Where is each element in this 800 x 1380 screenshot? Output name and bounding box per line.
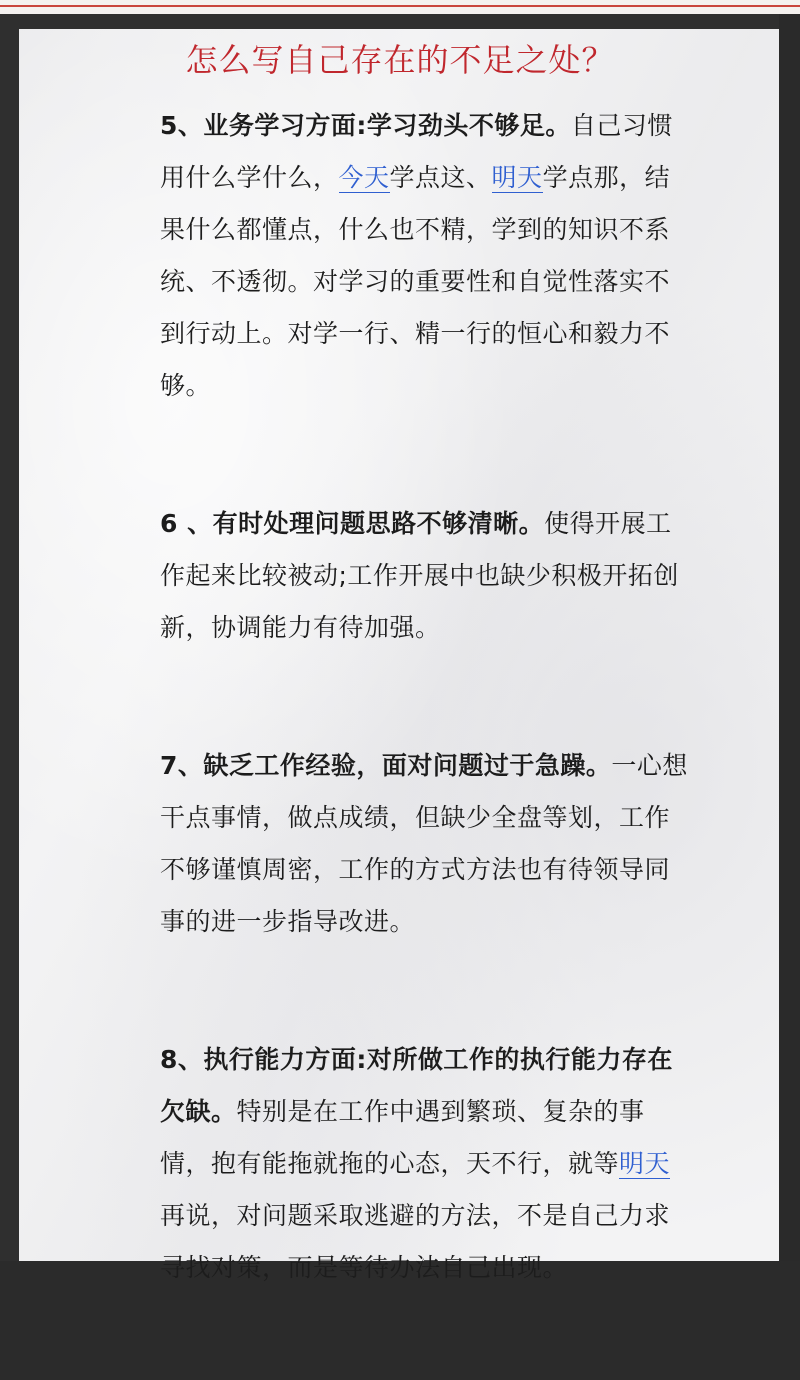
- paragraph-8-heading: 8、执行能力方面:对所做工作的执行能力存在欠缺。: [160, 1045, 673, 1126]
- paragraph-6-text: 使得开展工作起来比较被动;工作开展中也缺少积极开拓创新，协调能力有待加强。: [160, 509, 679, 642]
- top-red-line: [0, 5, 800, 7]
- paragraph-7: [160, 740, 690, 948]
- paragraph-6-heading: 6 、有时处理问题思路不够清晰。: [160, 509, 545, 538]
- paragraph-6: [160, 498, 690, 654]
- page-title: 怎么写自己存在的不足之处？: [185, 41, 615, 79]
- link-tomorrow-2[interactable]: 明天: [619, 1149, 671, 1178]
- paragraph-5-heading: 5、业务学习方面:学习劲头不够足。: [160, 111, 571, 140]
- paragraph-5-text-a: 自己习惯用什么学什么，: [160, 111, 673, 192]
- paragraph-5: [160, 100, 690, 412]
- paragraph-8-text-a: 特别是在工作中遇到繁琐、复杂的事情，抱有能拖就拖的心态，天不行，就等: [160, 1097, 645, 1178]
- paragraph-8: [160, 1034, 690, 1294]
- link-today[interactable]: 今天: [338, 163, 390, 192]
- paragraph-5-text-b: 学点这、: [389, 163, 492, 192]
- article-body: [160, 100, 690, 1380]
- top-strip: [0, 0, 800, 14]
- right-frame-edge: [779, 14, 800, 1261]
- paragraph-8-text-b: 再说，对问题采取逃避的方法，不是自己力求寻找对策，而是等待办法自己出现。: [160, 1201, 671, 1282]
- paragraph-5-text-c: 学点那，结果什么都懂点，什么也不精，学到的知识不系统、不透彻。对学习的重要性和自觉性落实不到行动上。对学一行、精一行的恒心和毅力不够。: [160, 163, 671, 400]
- paragraph-7-heading: 7、缺乏工作经验，面对问题过于急躁。: [160, 751, 612, 780]
- link-tomorrow[interactable]: 明天: [491, 163, 543, 192]
- paragraph-7-text: 一心想干点事情，做点成绩，但缺少全盘等划，工作不够谨慎周密，工作的方式方法也有待领导同事的进一步指导改进。: [160, 751, 688, 936]
